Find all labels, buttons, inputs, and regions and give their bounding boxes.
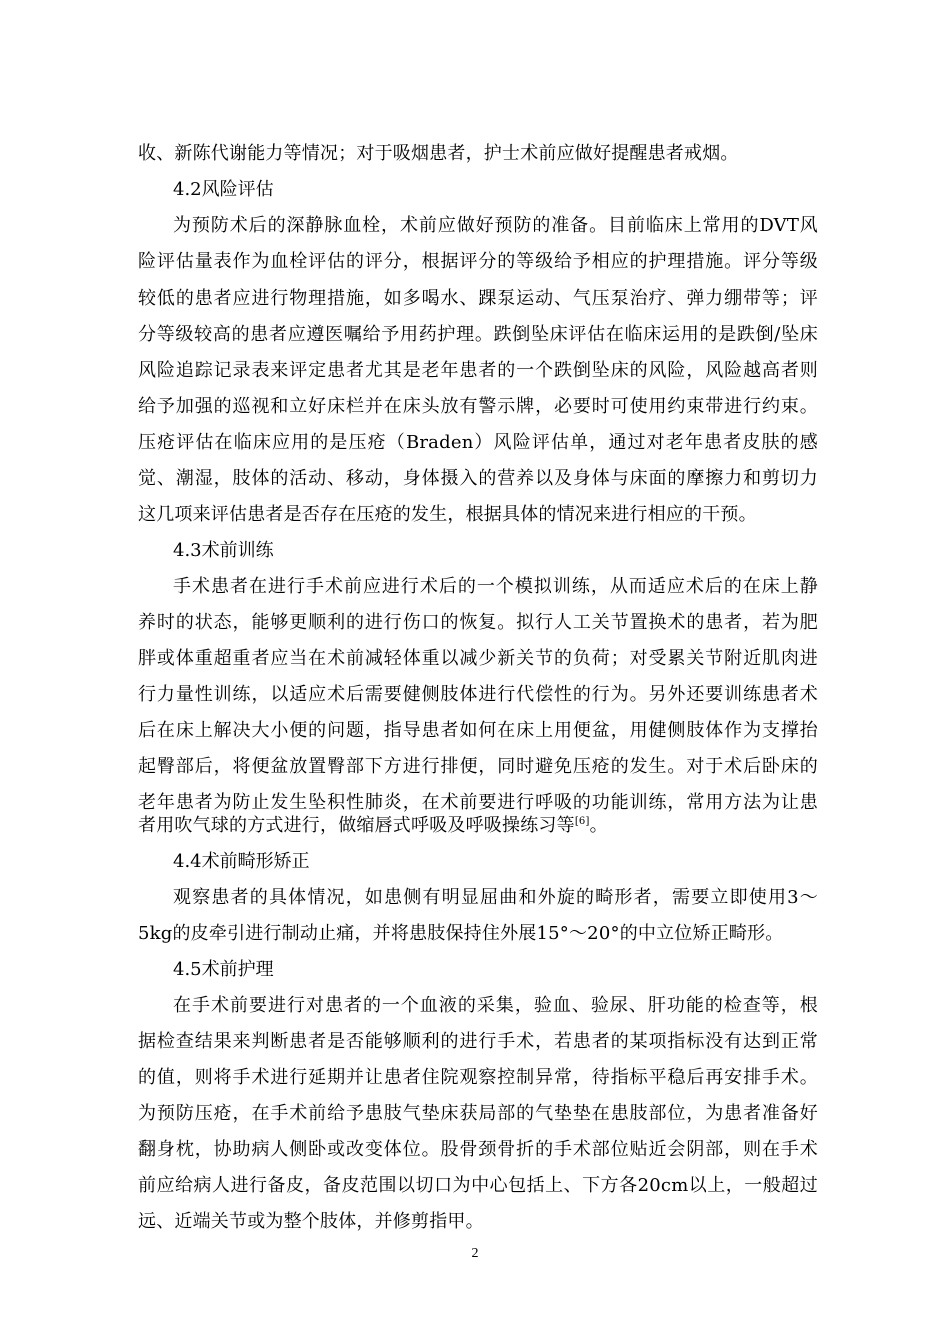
paragraph-line: 分等级较高的患者应遵医嘱给予用药护理。跌倒坠床评估在临床运用的是跌倒/坠床	[138, 324, 818, 345]
page-number: 2	[471, 1246, 479, 1261]
paragraph-line: 觉、潮湿，肢体的活动、移动，身体摄入的营养以及身体与床面的摩擦力和剪切力	[138, 468, 818, 489]
paragraph-line: 起臀部后，将便盆放置臀部下方进行排便，同时避免压疮的发生。对于术后卧床的	[138, 756, 818, 777]
paragraph-line: 为预防术后的深静脉血栓，术前应做好预防的准备。目前临床上常用的DVT风	[173, 215, 818, 236]
paragraph-line: 给予加强的巡视和立好床栏并在床头放有警示牌，必要时可使用约束带进行约束。	[138, 396, 818, 417]
paragraph-line: 手术患者在进行手术前应进行术后的一个模拟训练，从而适应术后的在床上静	[173, 576, 818, 597]
paragraph-line: 观察患者的具体情况，如患侧有明显屈曲和外旋的畸形者，需要立即使用3～	[173, 887, 818, 908]
paragraph-line: 老年患者为防止发生坠积性肺炎，在术前要进行呼吸的功能训练，常用方法为让患	[138, 792, 818, 813]
paragraph-line: 行力量性训练，以适应术后需要健侧肢体进行代偿性的行为。另外还要训练患者术	[138, 684, 818, 705]
paragraph-line: 5kg的皮牵引进行制动止痛，并将患肢保持住外展15°～20°的中立位矫正畸形。	[138, 923, 784, 944]
paragraph-line: 前应给病人进行备皮，备皮范围以切口为中心包括上、下方各20cm以上，一般超过	[138, 1175, 818, 1196]
paragraph-line: 在手术前要进行对患者的一个血液的采集，验血、验尿、肝功能的检查等，根	[173, 995, 818, 1016]
paragraph-line: 收、新陈代谢能力等情况；对于吸烟患者，护士术前应做好提醒患者戒烟。	[138, 143, 739, 164]
paragraph-line: 较低的患者应进行物理措施，如多喝水、踝泵运动、气压泵治疗、弹力绷带等；评	[138, 288, 818, 309]
paragraph-line: 压疮评估在临床应用的是压疮（Braden）风险评估单，通过对老年患者皮肤的感	[138, 432, 818, 453]
paragraph-line-with-citation	[138, 813, 818, 839]
paragraph-text: 。	[589, 815, 608, 836]
citation-reference: [6]	[574, 816, 590, 827]
section-heading-4-3: 4.3术前训练	[173, 540, 274, 561]
paragraph-line: 的值，则将手术进行延期并让患者住院观察控制异常，待指标平稳后再安排手术。	[138, 1067, 818, 1088]
section-heading-4-4: 4.4术前畸形矫正	[173, 851, 310, 872]
paragraph-text: 者用吹气球的方式进行，做缩唇式呼吸及呼吸操练习等	[138, 815, 575, 836]
paragraph-line: 养时的状态，能够更顺利的进行伤口的恢复。拟行人工关节置换术的患者，若为肥	[138, 612, 818, 633]
paragraph-line: 后在床上解决大小便的问题，指导患者如何在床上用便盆，用健侧肢体作为支撑抬	[138, 720, 818, 741]
paragraph-line: 险评估量表作为血栓评估的评分，根据评分的等级给予相应的护理措施。评分等级	[138, 251, 818, 272]
paragraph-line: 据检查结果来判断患者是否能够顺利的进行手术，若患者的某项指标没有达到正常	[138, 1031, 818, 1052]
paragraph-line: 这几项来评估患者是否存在压疮的发生，根据具体的情况来进行相应的干预。	[138, 504, 757, 525]
paragraph-line: 翻身枕，协助病人侧卧或改变体位。股骨颈骨折的手术部位贴近会阴部，则在手术	[138, 1139, 818, 1160]
section-heading-4-5: 4.5术前护理	[173, 959, 274, 980]
paragraph-line: 胖或体重超重者应当在术前减轻体重以减少新关节的负荷；对受累关节附近肌肉进	[138, 648, 818, 669]
paragraph-line: 风险追踪记录表来评定患者尤其是老年患者的一个跌倒坠床的风险，风险越高者则	[138, 360, 818, 381]
section-heading-4-2: 4.2风险评估	[173, 179, 274, 200]
paragraph-line: 为预防压疮，在手术前给予患肢气垫床获局部的气垫垫在患肢部位，为患者准备好	[138, 1103, 818, 1124]
paragraph-line: 远、近端关节或为整个肢体，并修剪指甲。	[138, 1211, 484, 1232]
